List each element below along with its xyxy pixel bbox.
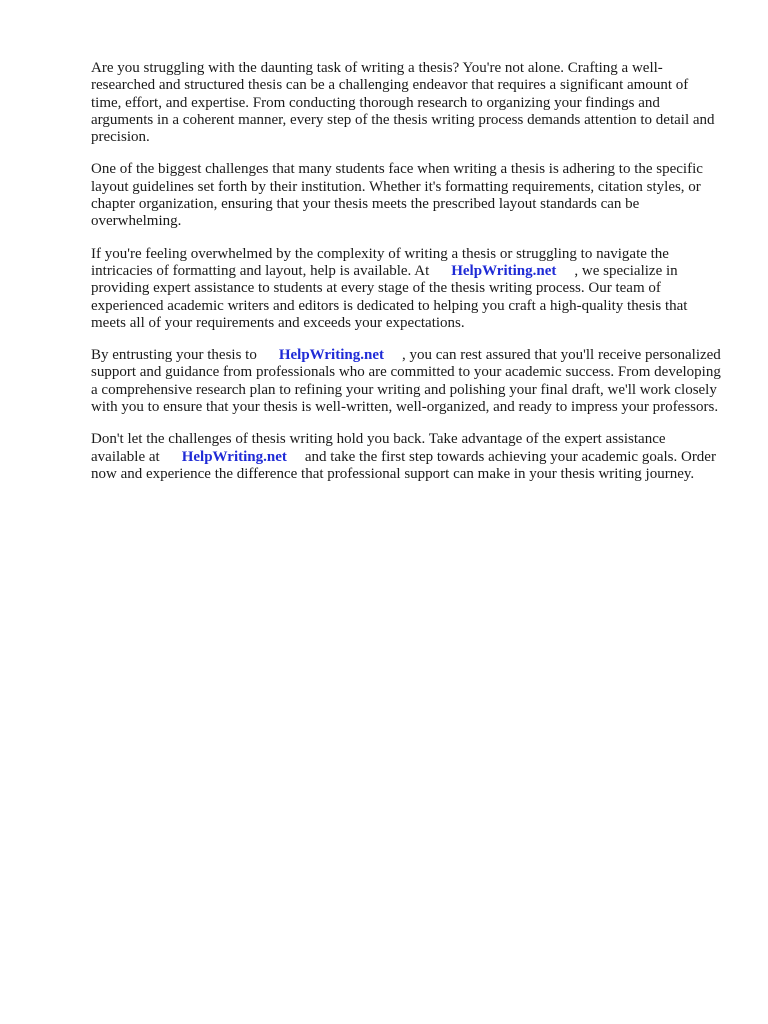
helpwriting-link-3[interactable]: HelpWriting.net — [181, 448, 287, 465]
paragraph-intro-text: Are you struggling with the daunting task of writing a thesis? You're not alone. Crafting a well-researched and structured thesis can be a challenging endeavor that requires a significant amount of time, effort, and expertise. From conducting thorough research to organizing your findings and arguments in a coherent manner, every step of the thesis writing process demands attention to detail and precision. — [91, 60, 715, 146]
helpwriting-link-2[interactable]: HelpWriting.net — [278, 347, 384, 364]
paragraph-call-to-action-text-after: and take the first step towards achieving your academic goals. Order now and experience the difference that professional support can make in your thesis writing journey. — [91, 448, 716, 482]
paragraph-layout-challenges-text: One of the biggest challenges that many students face when writing a thesis is adhering to the specific layout guidelines set forth by their institution. Whether it's formatting requirements, citation styles, or chapter organization, ensuring that your thesis meets the prescribed layout standards can be overwhelming. — [91, 161, 703, 230]
paragraph-layout-challenges — [91, 161, 721, 230]
paragraph-help-available-text-before: If you're feeling overwhelmed by the complexity of writing a thesis or struggling to navigate the intricacies of formatting and layout, help is available. At — [91, 245, 669, 279]
paragraph-entrusting-text-after: , you can rest assured that you'll receive personalized support and guidance from professionals who are committed to your academic success. From developing a comprehensive research plan to refining your writing and polishing your final draft, we'll work closely with you to ensure that your thesis is well-written, well-organized, and ready to impress your professors. — [91, 347, 721, 416]
paragraph-help-available-text-after: , we specialize in providing expert assistance to students at every stage of the thesis writing process. Our team of experienced academic writers and editors is dedicated to helping you craft a high-quality thesis that meets all of your requirements and exceeds your expectations. — [91, 262, 688, 331]
document-page — [91, 60, 721, 498]
paragraph-intro — [91, 60, 721, 146]
paragraph-entrusting-text-before: By entrusting your thesis to — [91, 347, 257, 364]
paragraph-help-available — [91, 246, 721, 332]
helpwriting-link-1[interactable]: HelpWriting.net — [451, 262, 557, 279]
paragraph-call-to-action-text-before: Don't let the challenges of thesis writing hold you back. Take advantage of the expert assistance available at — [91, 431, 666, 465]
paragraph-entrusting — [91, 347, 721, 416]
paragraph-call-to-action — [91, 431, 721, 483]
